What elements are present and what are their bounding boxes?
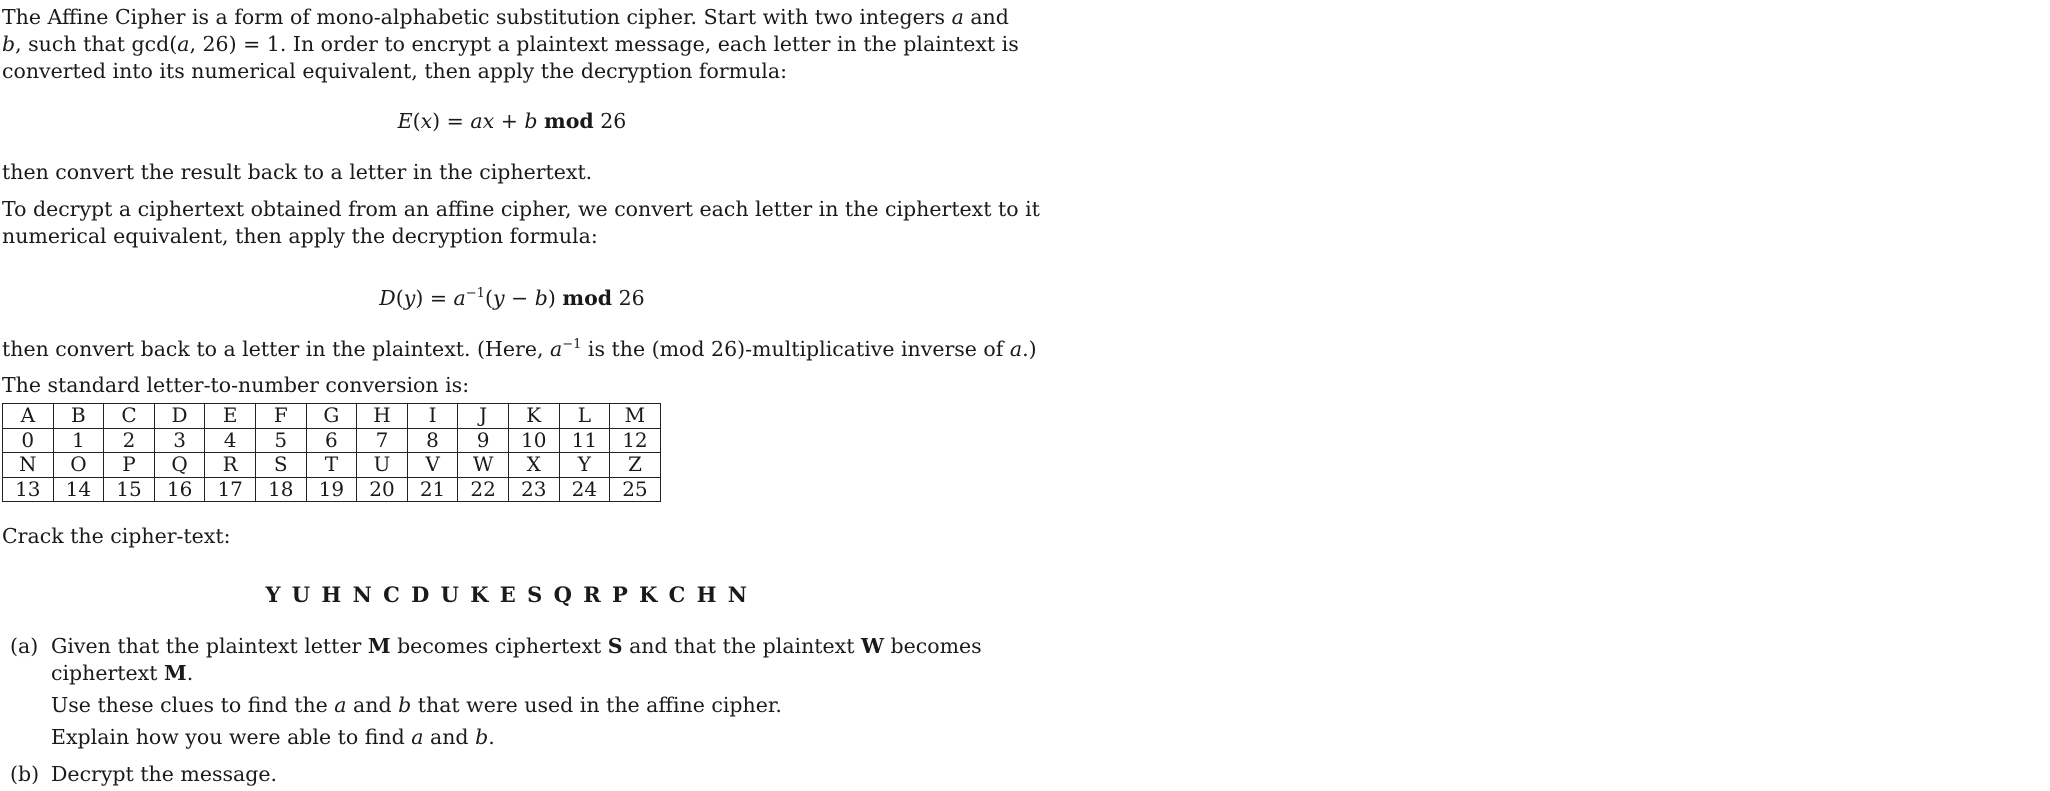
table-cell: 14 — [53, 477, 104, 502]
table-cell: 7 — [357, 428, 408, 453]
after-encrypt-text: then convert the result back to a letter in the ciphertext. — [2, 160, 593, 184]
letter-number-table — [2, 403, 661, 502]
table-cell: U — [357, 453, 408, 478]
table-cell: Q — [154, 453, 205, 478]
question-b-text: Decrypt the message. — [51, 762, 278, 786]
table-cell: H — [357, 404, 408, 429]
table-cell: 24 — [559, 477, 610, 502]
table-cell: G — [306, 404, 357, 429]
table-cell: 18 — [255, 477, 306, 502]
question-a-line-3: Use these clues to find the a and b that were used in the affine cipher. — [51, 693, 782, 717]
decryption-formula: $D(y) = a^{-1}(y - b)$ mod 26 — [379, 286, 645, 310]
table-cell: 20 — [357, 477, 408, 502]
table-cell: 0 — [3, 428, 54, 453]
table-cell: N — [3, 453, 54, 478]
table-cell: M — [610, 404, 661, 429]
question-a-line-2: ciphertext M. — [51, 661, 194, 685]
table-cell: 23 — [508, 477, 559, 502]
table-row-numbers-1 — [3, 428, 661, 453]
table-cell: L — [559, 404, 610, 429]
table-row-numbers-2 — [3, 477, 661, 502]
table-cell: 17 — [205, 477, 256, 502]
table-cell: C — [104, 404, 155, 429]
table-cell: Z — [610, 453, 661, 478]
intro-paragraph-line-2: b, such that gcd(a, 26) = 1. In order to encrypt a plaintext message, each letter in the plaintext is — [2, 32, 1019, 56]
table-row-letters-1 — [3, 404, 661, 429]
table-cell: J — [458, 404, 509, 429]
table-cell: W — [458, 453, 509, 478]
decrypt-paragraph-line-2: numerical equivalent, then apply the decryption formula: — [2, 224, 598, 248]
table-cell: 16 — [154, 477, 205, 502]
table-cell: P — [104, 453, 155, 478]
encryption-formula: E(x) = ax + b mod 26 — [397, 109, 627, 133]
table-cell: 1 — [53, 428, 104, 453]
table-cell: 2 — [104, 428, 155, 453]
question-a-line-4: Explain how you were able to find a and b. — [51, 725, 495, 749]
crack-heading: Crack the cipher-text: — [2, 524, 231, 548]
table-cell: X — [508, 453, 559, 478]
conversion-heading: The standard letter-to-number conversion is: — [2, 373, 470, 397]
question-a-line-1: Given that the plaintext letter M becomes ciphertext S and that the plaintext W becomes — [51, 634, 982, 658]
table-row-letters-2 — [3, 453, 661, 478]
after-decrypt-text: then convert back to a letter in the plaintext. (Here, $a^{-1}$ is the (mod 26)-multiplicative inverse of a.) — [2, 337, 1037, 361]
table-cell: 21 — [407, 477, 458, 502]
table-cell: 8 — [407, 428, 458, 453]
table-cell: I — [407, 404, 458, 429]
table-cell: 13 — [3, 477, 54, 502]
decrypt-paragraph-line-1: To decrypt a ciphertext obtained from an affine cipher, we convert each letter in the ciphertext to it — [2, 197, 1040, 221]
table-cell: F — [255, 404, 306, 429]
table-cell: B — [53, 404, 104, 429]
table-cell: 9 — [458, 428, 509, 453]
table-cell: A — [3, 404, 54, 429]
table-cell: 5 — [255, 428, 306, 453]
table-cell: K — [508, 404, 559, 429]
table-cell: Y — [559, 453, 610, 478]
table-cell: 19 — [306, 477, 357, 502]
table-cell: V — [407, 453, 458, 478]
intro-paragraph-line-3: converted into its numerical equivalent, then apply the decryption formula: — [2, 59, 787, 83]
table-cell: D — [154, 404, 205, 429]
table-cell: 15 — [104, 477, 155, 502]
ciphertext: Y U H N C D U K E S Q R P K C H N — [265, 582, 749, 607]
table-cell: 6 — [306, 428, 357, 453]
table-cell: S — [255, 453, 306, 478]
table-cell: T — [306, 453, 357, 478]
table-cell: 25 — [610, 477, 661, 502]
table-cell: 12 — [610, 428, 661, 453]
table-cell: R — [205, 453, 256, 478]
question-b-marker: (b) — [10, 762, 40, 786]
table-cell: 11 — [559, 428, 610, 453]
table-cell: 4 — [205, 428, 256, 453]
table-cell: 3 — [154, 428, 205, 453]
intro-paragraph-line-1: The Affine Cipher is a form of mono-alphabetic substitution cipher. Start with two integers a and — [2, 5, 1009, 29]
question-a-marker: (a) — [10, 634, 39, 658]
table-cell: 22 — [458, 477, 509, 502]
table-cell: O — [53, 453, 104, 478]
table-cell: E — [205, 404, 256, 429]
table-cell: 10 — [508, 428, 559, 453]
